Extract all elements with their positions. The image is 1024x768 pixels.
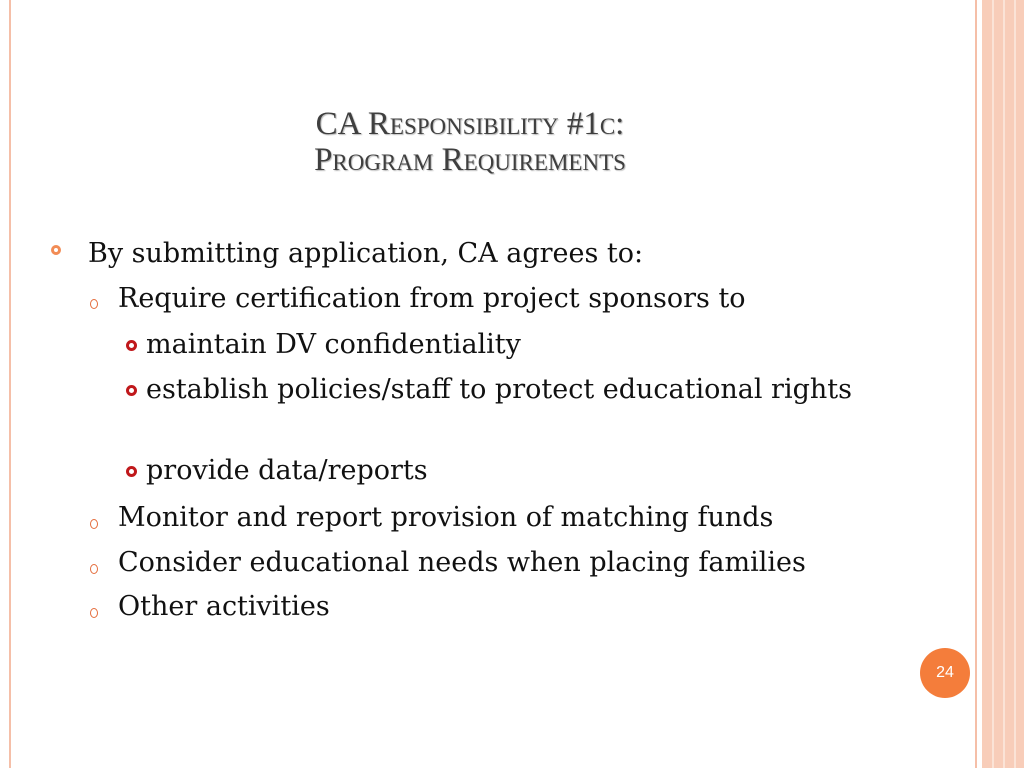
red-circle-bullet-icon xyxy=(126,466,137,477)
left-frame-line xyxy=(9,0,11,768)
title-line-1: CA Responsibility #1c: xyxy=(315,106,625,142)
page-number-badge: 24 xyxy=(920,648,970,698)
bullet-text: Consider educational needs when placing families xyxy=(118,547,806,578)
red-circle-bullet-icon xyxy=(126,385,137,396)
bullet-text: provide data/reports xyxy=(146,455,428,486)
small-circle-bullet-icon xyxy=(90,519,98,529)
right-frame-line xyxy=(975,0,977,768)
right-frame-stripe xyxy=(992,0,994,768)
bullet-text: Monitor and report provision of matching funds xyxy=(118,502,774,533)
bullet-text: Other activities xyxy=(118,591,330,622)
bullet-text: establish policies/staff to protect educational rights xyxy=(146,374,852,405)
right-frame-stripe xyxy=(1014,0,1016,768)
bullet-text: Require certification from project sponsors to xyxy=(118,283,746,314)
title-line-2: Program Requirements xyxy=(314,142,626,178)
red-circle-bullet-icon xyxy=(126,340,137,351)
slide-title xyxy=(160,106,780,178)
circle-bullet-icon xyxy=(51,245,61,255)
small-circle-bullet-icon xyxy=(90,564,98,574)
right-frame-stripe xyxy=(1003,0,1005,768)
small-circle-bullet-icon xyxy=(90,608,98,618)
bullet-text: By submitting application, CA agrees to: xyxy=(88,238,644,269)
small-circle-bullet-icon xyxy=(90,299,98,309)
bullet-text: maintain DV confidentiality xyxy=(146,329,521,360)
